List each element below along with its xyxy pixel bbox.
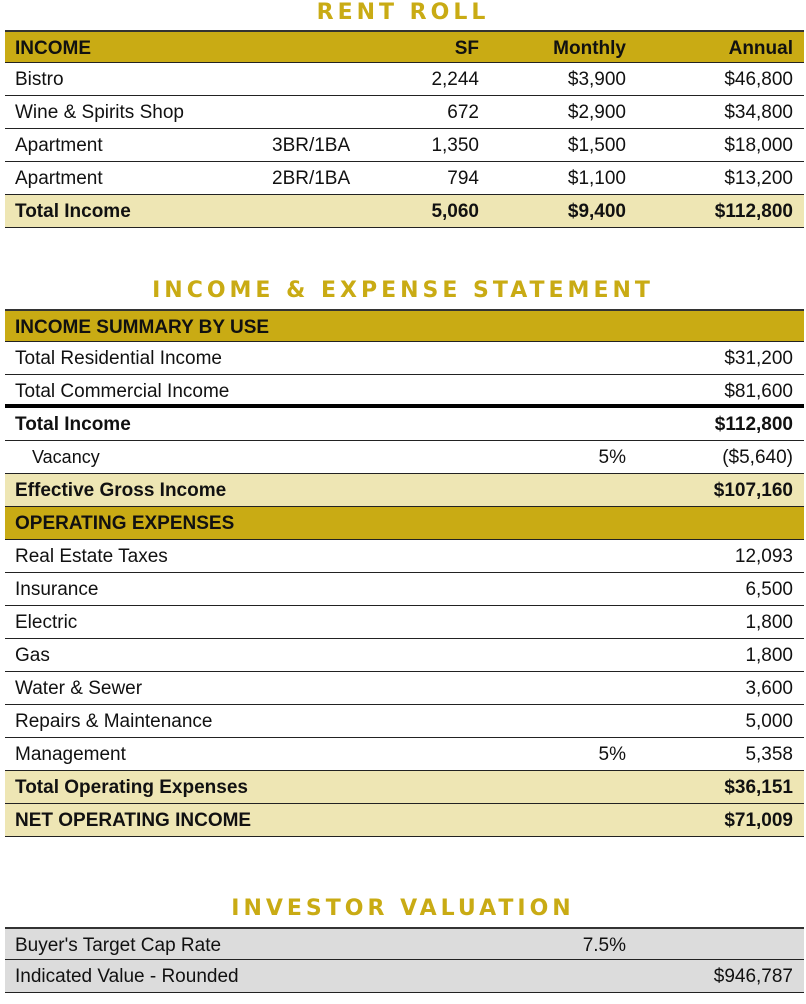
table-row	[5, 162, 804, 195]
indicated-value-value: $946,787	[713, 966, 793, 987]
monthly-value: $3,900	[567, 69, 626, 90]
total-monthly: $9,400	[567, 201, 626, 222]
expense-value: 5,000	[745, 711, 793, 732]
expense-label: Electric	[15, 612, 78, 633]
cap-rate-row	[5, 927, 804, 960]
expense-value: 3,600	[745, 678, 793, 699]
vacancy-row	[5, 441, 804, 474]
sf-value: 672	[447, 102, 479, 123]
opex-header-label: OPERATING EXPENSES	[15, 513, 235, 534]
table-row	[5, 573, 804, 606]
noi-label: NET OPERATING INCOME	[15, 810, 252, 831]
operating-expenses-header	[5, 507, 804, 540]
total-label: Total Income	[15, 201, 131, 222]
investor-valuation-title: INVESTOR VALUATION	[231, 896, 575, 921]
sf-value: 2,244	[431, 69, 479, 90]
expense-value: 12,093	[734, 546, 793, 567]
total-annual: $112,800	[714, 201, 793, 222]
sf-value: 794	[447, 168, 479, 189]
total-income-label: Total Income	[15, 414, 131, 435]
sf-value: 1,350	[431, 135, 479, 156]
monthly-value: $2,900	[567, 102, 626, 123]
noi-row	[5, 804, 804, 837]
indicated-value-label: Indicated Value - Rounded	[15, 966, 239, 987]
expense-label: Water & Sewer	[15, 678, 143, 699]
table-row	[5, 63, 804, 96]
header-monthly: Monthly	[553, 38, 626, 59]
unit-type: 2BR/1BA	[272, 168, 351, 189]
expense-label: Management	[15, 744, 126, 765]
expense-label: Insurance	[15, 579, 99, 600]
commercial-value: $81,600	[724, 381, 793, 402]
expense-value: 5,358	[745, 744, 793, 765]
annual-value: $13,200	[724, 168, 793, 189]
header-annual: Annual	[728, 38, 793, 59]
total-opex-value: $36,151	[724, 777, 793, 798]
residential-label: Total Residential Income	[15, 348, 222, 369]
table-row	[5, 540, 804, 573]
total-income-value: $112,800	[714, 414, 793, 435]
income-expense-title: INCOME & EXPENSE STATEMENT	[152, 278, 654, 303]
table-row	[5, 738, 804, 771]
commercial-label: Total Commercial Income	[15, 381, 230, 402]
tenant-name: Apartment	[15, 135, 103, 156]
egi-label: Effective Gross Income	[15, 480, 227, 501]
egi-row	[5, 474, 804, 507]
income-summary-header	[5, 309, 804, 342]
vacancy-label: Vacancy	[32, 447, 100, 467]
tenant-name: Apartment	[15, 168, 103, 189]
rent-roll-total-row	[5, 195, 804, 228]
unit-type: 3BR/1BA	[272, 135, 351, 156]
tenant-name: Wine & Spirits Shop	[15, 102, 184, 123]
expense-value: 1,800	[745, 645, 793, 666]
egi-value: $107,160	[713, 480, 793, 501]
summary-header-label: INCOME SUMMARY BY USE	[15, 317, 270, 338]
expense-value: 1,800	[745, 612, 793, 633]
table-row	[5, 375, 804, 408]
total-opex-row	[5, 771, 804, 804]
header-income: INCOME	[15, 38, 91, 59]
rent-roll-header-row	[5, 30, 804, 63]
table-row	[5, 342, 804, 375]
rent-roll-title: RENT ROLL	[316, 0, 490, 25]
indicated-value-row	[5, 960, 804, 993]
vacancy-value: ($5,640)	[722, 447, 793, 468]
header-sf: SF	[454, 38, 479, 59]
total-opex-label: Total Operating Expenses	[15, 777, 248, 798]
table-row	[5, 639, 804, 672]
noi-value: $71,009	[724, 810, 793, 831]
expense-label: Real Estate Taxes	[15, 546, 168, 567]
tenant-name: Bistro	[15, 69, 64, 90]
cap-rate-value: 7.5%	[582, 935, 626, 956]
cap-rate-label: Buyer's Target Cap Rate	[15, 935, 222, 956]
vacancy-rate: 5%	[598, 447, 626, 468]
total-income-row	[5, 408, 804, 441]
residential-value: $31,200	[724, 348, 793, 369]
table-row	[5, 672, 804, 705]
annual-value: $34,800	[724, 102, 793, 123]
table-row	[5, 129, 804, 162]
table-row	[5, 96, 804, 129]
expense-label: Repairs & Maintenance	[15, 711, 213, 732]
rent-roll-table	[5, 30, 804, 228]
table-row	[5, 705, 804, 738]
monthly-value: $1,500	[567, 135, 626, 156]
annual-value: $18,000	[724, 135, 793, 156]
table-row	[5, 606, 804, 639]
income-expense-table	[5, 309, 804, 837]
expense-value: 6,500	[745, 579, 793, 600]
total-sf: 5,060	[431, 201, 479, 222]
expense-label: Gas	[15, 645, 50, 666]
valuation-table	[5, 927, 804, 993]
expense-rate: 5%	[598, 744, 626, 765]
annual-value: $46,800	[724, 69, 793, 90]
monthly-value: $1,100	[567, 168, 626, 189]
